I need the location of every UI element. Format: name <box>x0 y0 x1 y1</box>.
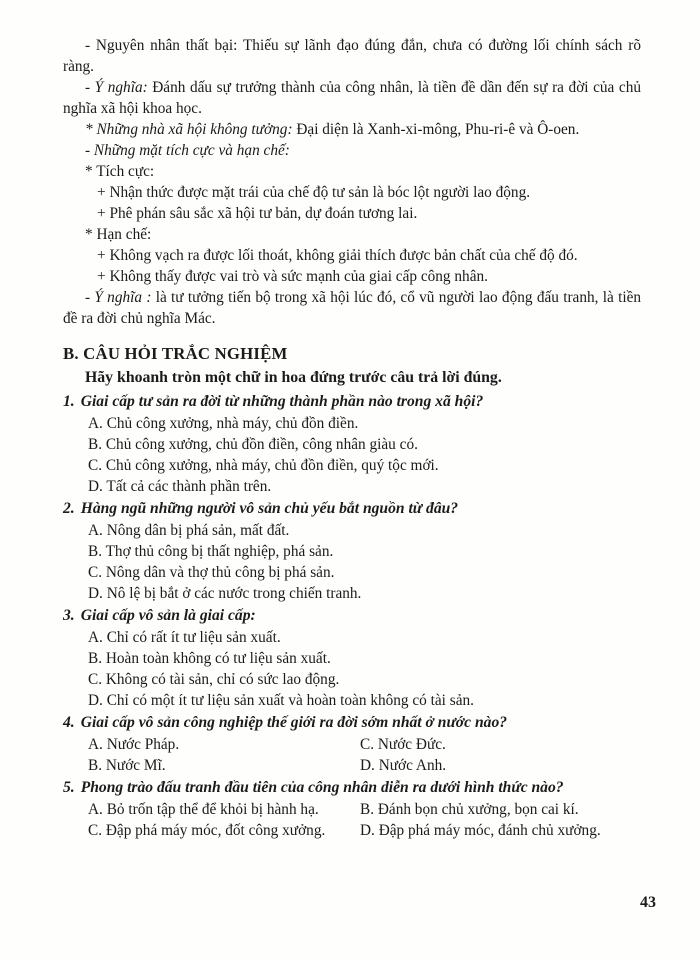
page-number: 43 <box>640 894 656 911</box>
option: B. Hoàn toàn không có tư liệu sản xuất. <box>88 650 331 667</box>
question-text: Giai cấp vô sản là giai cấp: <box>80 607 256 624</box>
option: C. Nước Đức. <box>360 736 446 753</box>
option: B. Nước Mĩ. <box>88 757 166 774</box>
question-5-text <box>63 777 641 799</box>
note-paragraph <box>63 140 641 161</box>
option: C. Chủ công xưởng, nhà máy, chủ đồn điền, quý tộc mới. <box>88 457 439 474</box>
option: B. Chủ công xưởng, chủ đồn điền, công nhân giàu có. <box>88 436 418 453</box>
option: D. Tất cả các thành phần trên. <box>88 478 272 495</box>
question-number: 3. <box>63 607 75 624</box>
note-paragraph <box>63 203 641 224</box>
question-text: Giai cấp tư sản ra đời từ những thành phần nào trong xã hội? <box>80 393 484 410</box>
question-4 <box>63 712 641 776</box>
section-header: B. CÂU HỎI TRẮC NGHIỆM <box>63 344 288 363</box>
note-lead: - Ý nghĩa: <box>85 79 148 96</box>
question-number: 2. <box>63 500 75 517</box>
question-text: Phong trào đấu tranh đầu tiên của công nhân diễn ra dưới hình thức nào? <box>80 779 564 796</box>
option: A. Nước Pháp. <box>88 736 180 753</box>
question-5-options <box>63 799 641 841</box>
note-paragraph <box>63 77 641 119</box>
option: D. Nô lệ bị bắt ở các nước trong chiến tranh. <box>88 585 362 602</box>
note-text: * Hạn chế: <box>85 226 152 243</box>
note-text: + Nhận thức được mặt trái của chế độ tư sản là bóc lột người lao động. <box>97 184 531 201</box>
question-2-options <box>63 520 641 604</box>
note-text: Đánh dấu sự trưởng thành của công nhân, là tiền đề dần đến sự ra đời của chủ nghĩa xã hội khoa học. <box>63 79 641 117</box>
question-number: 4. <box>63 714 75 731</box>
option: D. Đập phá máy móc, đánh chủ xưởng. <box>360 822 601 839</box>
note-text: Đại diện là Xanh-xi-mông, Phu-ri-ê và Ô-oen. <box>292 121 580 138</box>
note-text: + Không thấy được vai trò và sức mạnh của giai cấp công nhân. <box>97 268 488 285</box>
option: C. Không có tài sản, chỉ có sức lao động. <box>88 671 340 688</box>
note-text: + Phê phán sâu sắc xã hội tư bản, dự đoán tương lai. <box>97 205 418 222</box>
question-4-options <box>63 734 641 776</box>
question-text: Hàng ngũ những người vô sản chủ yếu bắt nguồn từ đâu? <box>80 500 459 517</box>
note-text: - Nguyên nhân thất bại: Thiếu sự lãnh đạo đúng đắn, chưa có đường lối chính sách rõ ràng. <box>63 37 641 75</box>
option: D. Chỉ có một ít tư liệu sản xuất và hoàn toàn không có tài sản. <box>88 692 474 709</box>
question-1-options <box>63 413 641 497</box>
note-text: là tư tưởng tiến bộ trong xã hội lúc đó, cổ vũ người lao động đấu tranh, là tiền đề ra đời chủ nghĩa Mác. <box>63 289 642 327</box>
option: A. Nông dân bị phá sản, mất đất. <box>88 522 290 539</box>
note-lead: - Ý nghĩa : <box>85 289 152 306</box>
note-paragraph <box>63 245 641 266</box>
question-2-text <box>63 498 641 520</box>
question-number: 1. <box>63 393 75 410</box>
question-text: Giai cấp vô sản công nghiệp thế giới ra đời sớm nhất ở nước nào? <box>80 714 508 731</box>
option: C. Nông dân và thợ thủ công bị phá sản. <box>88 564 335 581</box>
option: B. Đánh bọn chủ xưởng, bọn cai kí. <box>360 801 579 818</box>
option: D. Nước Anh. <box>360 757 447 774</box>
note-text: + Không vạch ra được lối thoát, không giải thích được bản chất của chế độ đó. <box>97 247 578 264</box>
note-paragraph <box>63 287 641 329</box>
option: A. Bỏ trốn tập thể để khỏi bị hành hạ. <box>88 801 319 818</box>
note-text: * Tích cực: <box>85 163 155 180</box>
note-paragraph <box>63 35 641 77</box>
question-1 <box>63 391 641 497</box>
question-1-text <box>63 391 641 413</box>
option: A. Chủ công xưởng, nhà máy, chủ đồn điền. <box>88 415 359 432</box>
note-lead: - Những mặt tích cực và hạn chế: <box>85 142 290 159</box>
option: B. Thợ thủ công bị thất nghiệp, phá sản. <box>88 543 334 560</box>
question-2 <box>63 498 641 604</box>
question-3-options <box>63 627 641 711</box>
option: A. Chỉ có rất ít tư liệu sản xuất. <box>88 629 281 646</box>
note-paragraph <box>63 266 641 287</box>
question-3 <box>63 605 641 711</box>
question-number: 5. <box>63 779 75 796</box>
question-5 <box>63 777 641 841</box>
question-4-text <box>63 712 641 734</box>
note-paragraph <box>63 119 641 140</box>
note-paragraph <box>63 182 641 203</box>
note-lead: * Những nhà xã hội không tưởng: <box>85 121 293 138</box>
quiz-instruction: Hãy khoanh tròn một chữ in hoa đứng trước câu trả lời đúng. <box>85 369 502 386</box>
question-3-text <box>63 605 641 627</box>
note-paragraph <box>63 224 641 245</box>
option: C. Đập phá máy móc, đốt công xưởng. <box>88 822 326 839</box>
note-paragraph <box>63 161 641 182</box>
